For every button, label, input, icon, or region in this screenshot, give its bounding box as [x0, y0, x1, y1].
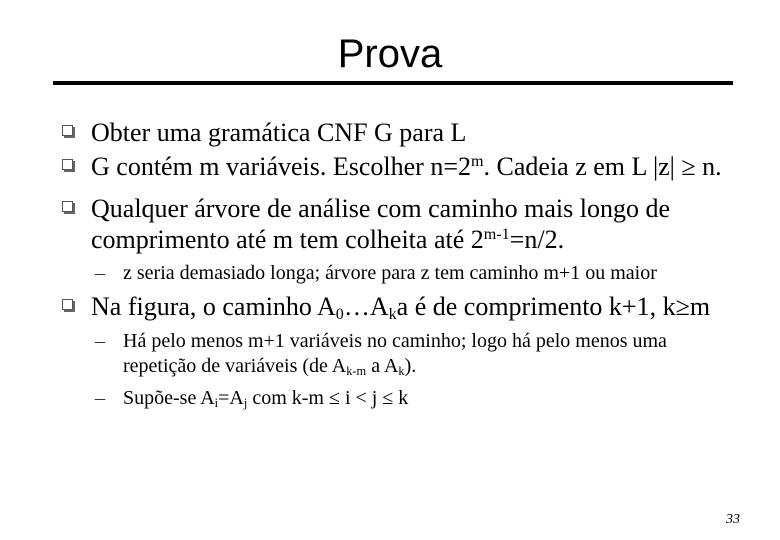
- page-number: 33: [726, 512, 740, 527]
- dash-bullet-icon: –: [95, 330, 105, 352]
- bullet-text-continuation: comprimento até m tem colheita até $2^{m-1}=n/2$.: [91, 225, 565, 254]
- square-bullet-icon: [62, 201, 73, 212]
- sub-bullet-text: z seria demasiado longa; árvore para z tem caminho m+1 ou maior: [123, 262, 657, 284]
- sub-bullet-text: Supõe-se $A_i=A_j$ com k-m ≤ i < j ≤ k: [123, 387, 409, 411]
- square-bullet-icon: [62, 299, 73, 310]
- bullet-text: Obter uma gramática CNF G para L: [91, 118, 467, 147]
- dash-bullet-icon: –: [95, 262, 105, 284]
- title-underline: [53, 81, 733, 85]
- dash-bullet-icon: –: [95, 387, 105, 409]
- slide-title: Prova: [337, 32, 443, 76]
- bullet-text: Na figura, o caminho $A_0\dots A_ka$ é de comprimento k+1, k≥m: [91, 292, 711, 324]
- bullet-text: Qualquer árvore de análise com caminho mais longo de: [91, 194, 671, 223]
- sub-bullet-text-continuation: repetição de variáveis (de $A_{k-m}$ a $A_k$).: [123, 355, 417, 379]
- square-bullet-icon: [62, 125, 73, 136]
- square-bullet-icon: [62, 159, 73, 170]
- bullet-text: G contém m variáveis. Escolher $n=2^m$. Cadeia z em L |z| ≥ n.: [91, 152, 722, 181]
- sub-bullet-text: Há pelo menos m+1 variáveis no caminho; logo há pelo menos uma: [123, 330, 667, 352]
